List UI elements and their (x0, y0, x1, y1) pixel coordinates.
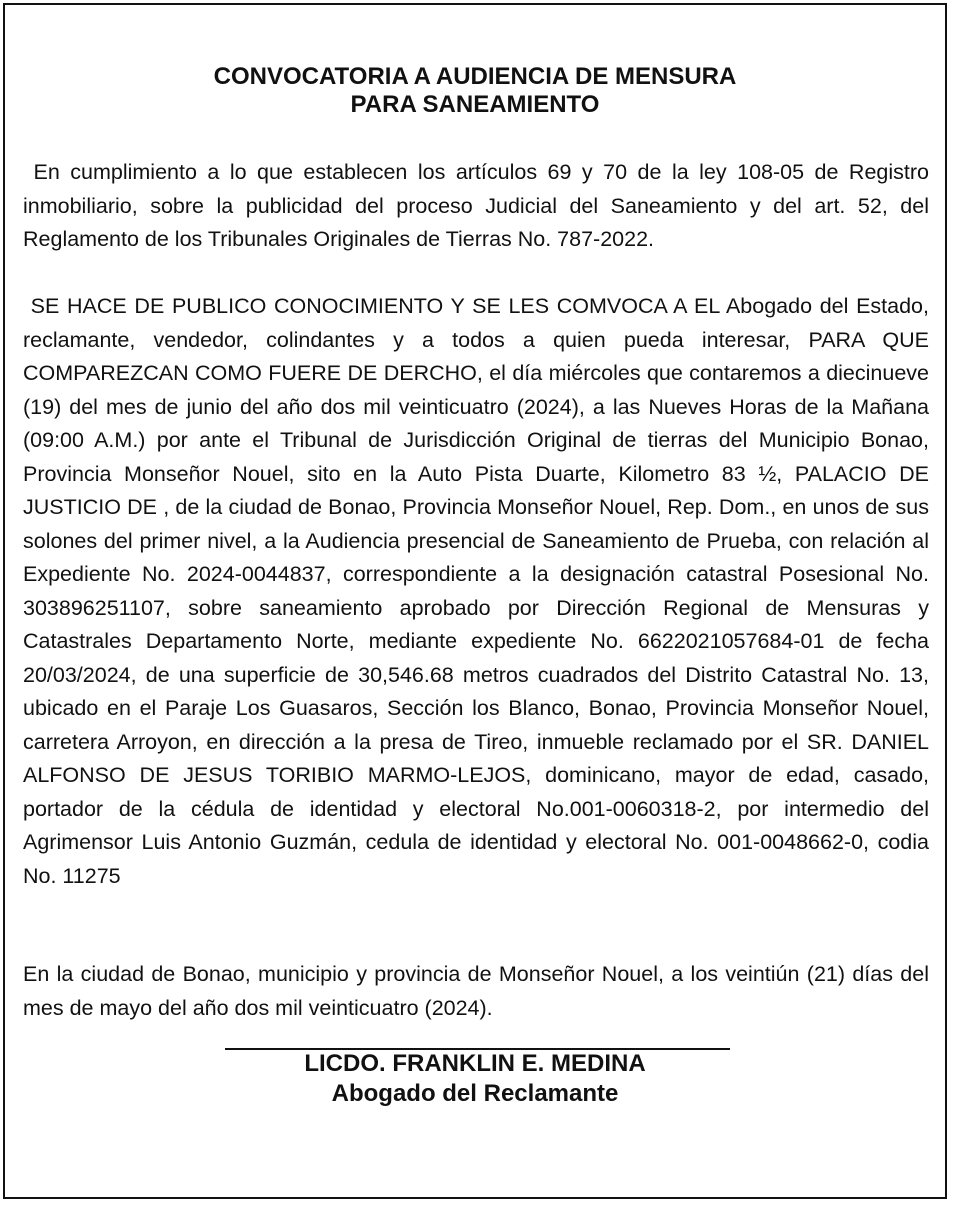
signer-role: Abogado del Reclamante (331, 1080, 619, 1107)
title-line-2: PARA SANEAMIENTO (350, 91, 600, 118)
notice-title (5, 63, 945, 119)
paragraph-convocation: SE HACE DE PUBLICO CONOCIMIENTO Y SE LES COMVOCA A EL Abogado del Estado, reclamante, vendedor, colindantes y a todos a quien pueda interesar, PARA QUE COMPAREZCAN COMO FUERE DE DERCHO, el día miércoles que contaremos a diecinueve (19) del mes de junio del año dos mil veinticuatro (2024), a las Nueves Horas de la Mañana (09:00 A.M.) por ante el Tribunal de Jurisdicción Original de tierras del Municipio Bonao, Provincia Monseñor Nouel, sito en la Auto Pista Duarte, Kilometro 83 ½, PALACIO DE JUSTICIO DE , de la ciudad de Bonao, Provincia Monseñor Nouel, Rep. Dom., en unos de sus solones del primer nivel, a la Audiencia presencial de Saneamiento de Prueba, con relación al Expediente No. 2024-0044837, correspondiente a la designación catastral Posesional No. 303896251107, sobre saneamiento aprobado por Dirección Regional de Mensuras y Catastrales Departamento Norte, mediante expediente No. 6622021057684-01 de fecha 20/03/2024, de una superficie de 30,546.68 metros cuadrados del Distrito Catastral No. 13, ubicado en el Paraje Los Guasaros, Sección los Blanco, Bonao, Provincia Monseñor Nouel, carretera Arroyon, en dirección a la presa de Tireo, inmueble reclamado por el SR. DANIEL ALFONSO DE JESUS TORIBIO MARMO-LEJOS, dominicano, mayor de edad, casado, portador de la cédula de identidad y electoral No.001-0060318-2, por intermedio del Agrimensor Luis Antonio Guzmán, cedula de identidad y electoral No. 001-0048662-0, codia No. 11275 (23, 294, 929, 888)
paragraph-legal-basis: En cumplimiento a lo que establecen los artículos 69 y 70 de la ley 108-05 de Registro inmobiliario, sobre la publicidad del proceso Judicial del Saneamiento y del art. 52, del Reglamento de los Tribunales Originales de Tierras No. 787-2022. (23, 160, 929, 251)
paragraph-place-date: En la ciudad de Bonao, municipio y provincia de Monseñor Nouel, a los veintiún (21) días del mes de mayo del año dos mil veinticuatro (2024). (23, 962, 929, 1020)
title-line-1: CONVOCATORIA A AUDIENCIA DE MENSURA (213, 63, 737, 90)
signer-name: LICDO. FRANKLIN E. MEDINA (304, 1050, 646, 1077)
signature-block (5, 1049, 945, 1109)
notice-frame (3, 3, 947, 1199)
